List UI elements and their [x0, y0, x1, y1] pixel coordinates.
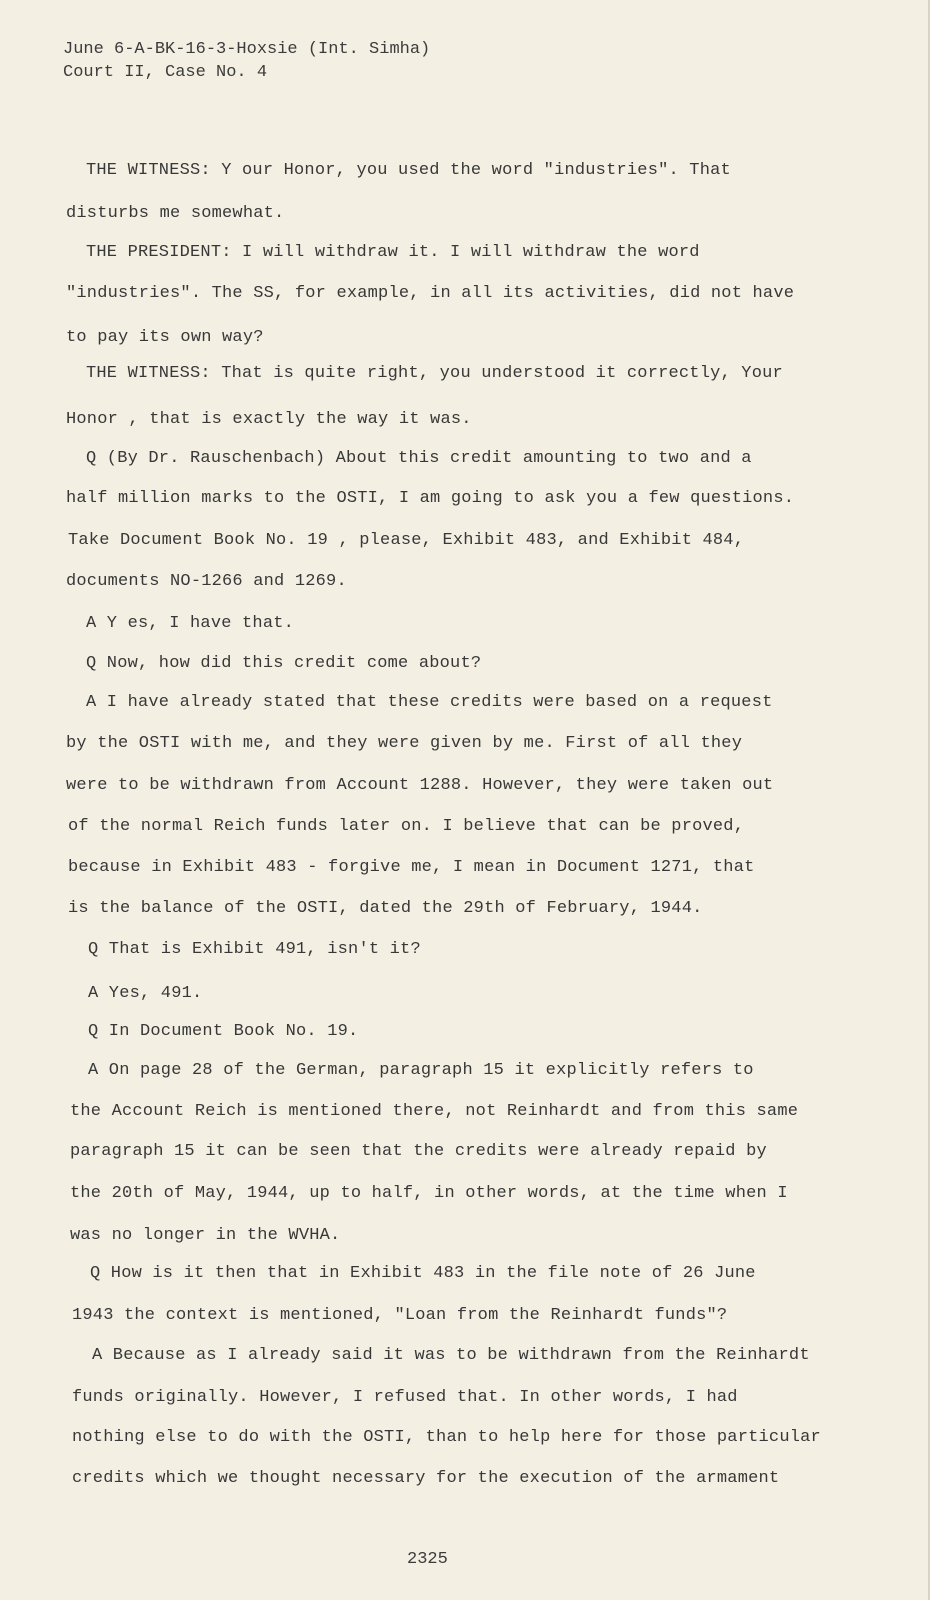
transcript-line: is the balance of the OSTI, dated the 29th of February, 1944.	[68, 899, 703, 918]
transcript-line: paragraph 15 it can be seen that the credits were already repaid by	[70, 1142, 767, 1161]
transcript-line: Take Document Book No. 19 , please, Exhibit 483, and Exhibit 484,	[68, 531, 745, 550]
transcript-line: Honor , that is exactly the way it was.	[66, 410, 472, 429]
transcript-line: THE WITNESS: Y our Honor, you used the word "industries". That	[86, 161, 731, 180]
transcript-line: of the normal Reich funds later on. I believe that can be proved,	[68, 817, 745, 836]
transcript-line: A I have already stated that these credits were based on a request	[86, 693, 773, 712]
transcript-line: documents NO-1266 and 1269.	[66, 572, 347, 591]
transcript-line: Q In Document Book No. 19.	[88, 1022, 359, 1041]
transcript-line: to pay its own way?	[66, 328, 264, 347]
transcript-line: nothing else to do with the OSTI, than to help here for those particular	[72, 1428, 821, 1447]
transcript-line: half million marks to the OSTI, I am going to ask you a few questions.	[66, 489, 795, 508]
transcript-line: disturbs me somewhat.	[66, 204, 285, 223]
transcript-line: A On page 28 of the German, paragraph 15 it explicitly refers to	[88, 1061, 754, 1080]
transcript-line: credits which we thought necessary for the execution of the armament	[72, 1469, 780, 1488]
transcript-line: Q That is Exhibit 491, isn't it?	[88, 940, 421, 959]
transcript-line: funds originally. However, I refused that. In other words, I had	[72, 1388, 738, 1407]
transcript-line: Q How is it then that in Exhibit 483 in the file note of 26 June	[90, 1264, 756, 1283]
transcript-line: "industries". The SS, for example, in all its activities, did not have	[66, 284, 795, 303]
transcript-line: 1943 the context is mentioned, "Loan from the Reinhardt funds"?	[72, 1306, 728, 1325]
transcript-line: THE WITNESS: That is quite right, you understood it correctly, Your	[86, 364, 783, 383]
header-line-1: June 6-A-BK-16-3-Hoxsie (Int. Simha)	[63, 40, 431, 59]
header-line-2: Court II, Case No. 4	[63, 63, 268, 82]
page-number: 2325	[407, 1550, 448, 1569]
transcript-line: A Because as I already said it was to be withdrawn from the Reinhardt	[92, 1346, 810, 1365]
transcript-line: Q Now, how did this credit come about?	[86, 654, 482, 673]
transcript-line: the Account Reich is mentioned there, not Reinhardt and from this same	[70, 1102, 799, 1121]
transcript-line: because in Exhibit 483 - forgive me, I mean in Document 1271, that	[68, 858, 755, 877]
transcript-line: by the OSTI with me, and they were given by me. First of all they	[66, 734, 743, 753]
document-header	[63, 38, 430, 84]
transcript-line: the 20th of May, 1944, up to half, in other words, at the time when I	[70, 1184, 788, 1203]
transcript-line: A Yes, 491.	[88, 984, 203, 1003]
transcript-line: Q (By Dr. Rauschenbach) About this credit amounting to two and a	[86, 449, 752, 468]
transcript-line: were to be withdrawn from Account 1288. However, they were taken out	[66, 776, 774, 795]
transcript-line: A Y es, I have that.	[86, 614, 295, 633]
transcript-line: was no longer in the WVHA.	[70, 1226, 341, 1245]
transcript-line: THE PRESIDENT: I will withdraw it. I will withdraw the word	[86, 243, 700, 262]
